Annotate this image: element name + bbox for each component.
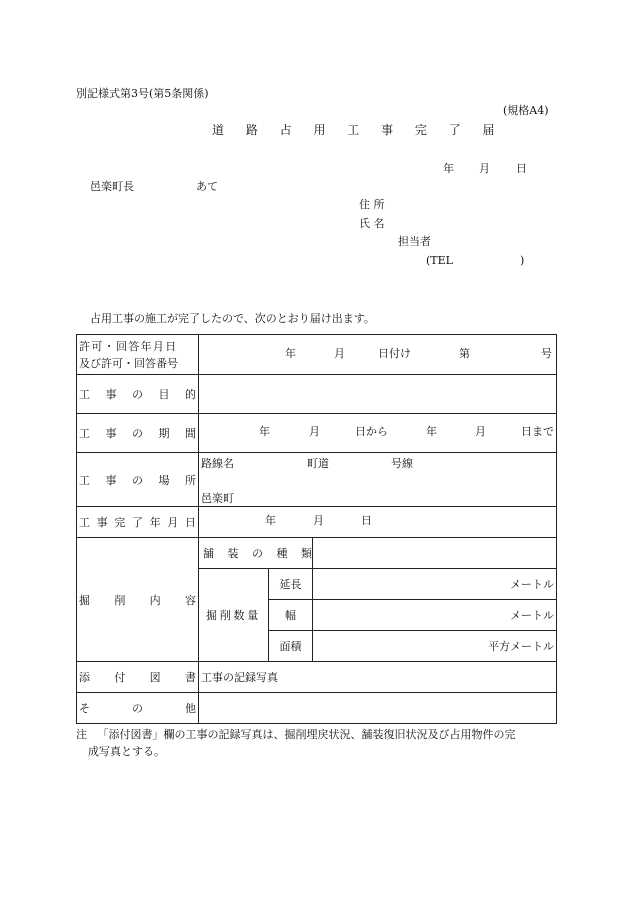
- width-label: 幅: [285, 609, 296, 622]
- excavation-label-cell: [77, 538, 199, 662]
- footnote: [76, 726, 556, 760]
- width-value-cell[interactable]: [313, 600, 557, 631]
- attachments-value: 工事の記録写真: [201, 671, 278, 684]
- attachments-row: [77, 662, 557, 693]
- attachments-label-cell: [77, 662, 199, 693]
- length-value-cell[interactable]: [313, 569, 557, 600]
- completion-year: 年: [265, 514, 276, 527]
- intro-text: 占用工事の施工が完了したので、次のとおり届け出ます。: [90, 312, 375, 325]
- excavation-content-label: 掘 削 内 容: [79, 593, 196, 607]
- permit-month: 月: [334, 346, 345, 360]
- period-start-day: 日から: [355, 425, 388, 438]
- period-row: [77, 414, 557, 453]
- location-label-cell: [77, 453, 199, 507]
- excavation-quantity-label: 掘削数量: [206, 609, 261, 622]
- period-end-month: 月: [475, 425, 486, 438]
- contact-label: 担当者: [398, 235, 431, 248]
- location-label: 工 事 の 場 所: [79, 473, 196, 487]
- pavement-row: [77, 538, 557, 569]
- period-end-year: 年: [426, 425, 437, 438]
- period-label-cell: [77, 414, 199, 453]
- attachments-value-cell[interactable]: [199, 662, 557, 693]
- location-value-cell[interactable]: [199, 453, 557, 507]
- other-label: そ の 他: [79, 702, 196, 715]
- route-name-label: 路線名: [201, 457, 234, 470]
- document-title: 道 路 占 用 工 事 完 了 届: [212, 123, 504, 137]
- date-year-label: 年: [443, 162, 454, 175]
- completion-month: 月: [313, 514, 324, 527]
- permit-no-suffix: 号: [541, 346, 552, 360]
- permit-row: [77, 335, 557, 375]
- other-row: [77, 693, 557, 724]
- period-start-year: 年: [259, 425, 270, 438]
- purpose-label-cell: [77, 375, 199, 414]
- period-label: 工 事 の 期 間: [79, 427, 196, 440]
- form-reference: 別記様式第3号(第5条関係): [76, 87, 209, 100]
- width-label-cell: [269, 600, 313, 631]
- area-value-cell[interactable]: [313, 631, 557, 662]
- footnote-text1: 「添付図書」欄の工事の記録写真は、掘削埋戻状況、舗装復旧状況及び占用物件の完: [97, 728, 516, 741]
- address-label: 住 所: [359, 198, 385, 211]
- period-start-month: 月: [309, 425, 320, 438]
- footnote-line2: 成写真とする。: [88, 745, 165, 758]
- purpose-label: 工 事 の 目 的: [79, 388, 196, 401]
- other-label-cell: [77, 693, 199, 724]
- length-label-cell: [269, 569, 313, 600]
- completion-form-table: [76, 334, 557, 724]
- permit-label-line2: 及び許可・回答番号: [79, 356, 178, 370]
- addressee-name: 邑楽町長: [90, 180, 134, 193]
- area-label: 面積: [279, 640, 302, 653]
- town-name: 邑楽町: [201, 492, 234, 505]
- footnote-line1: [76, 726, 556, 743]
- date-month-label: 月: [479, 162, 490, 175]
- addressee-suffix: あて: [196, 180, 218, 193]
- tel-label: (TEL: [426, 254, 453, 267]
- permit-day: 日付け: [378, 346, 411, 360]
- date-day-label: 日: [516, 162, 527, 175]
- excavation-quantity-label-cell: [199, 569, 269, 662]
- footnote-mark: 注: [76, 728, 87, 741]
- period-end-day: 日まで: [521, 425, 554, 438]
- pavement-value-cell[interactable]: [313, 538, 557, 569]
- completion-day: 日: [361, 514, 372, 527]
- name-label: 氏 名: [359, 217, 385, 230]
- route-number-label: 号線: [391, 457, 413, 470]
- pavement-type-label: 舗 装 の 種 類: [203, 547, 312, 560]
- period-value-cell[interactable]: [199, 414, 557, 453]
- length-label: 延長: [279, 578, 302, 591]
- purpose-value-cell[interactable]: [199, 375, 557, 414]
- permit-label-line1: 許可・回答年月日: [79, 339, 178, 353]
- other-value-cell[interactable]: [199, 693, 557, 724]
- permit-no-prefix: 第: [459, 346, 470, 360]
- pavement-label-cell: [199, 538, 313, 569]
- permit-label-cell: [77, 335, 199, 375]
- area-label-cell: [269, 631, 313, 662]
- length-unit: メートル: [510, 578, 555, 591]
- tel-close: ): [520, 254, 525, 267]
- location-row: [77, 453, 557, 507]
- completion-date-label: 工 事 完 了 年 月 日: [79, 516, 196, 529]
- purpose-row: [77, 375, 557, 414]
- size-note: (規格A4): [503, 104, 549, 117]
- completion-date-label-cell: [77, 507, 199, 538]
- permit-value-cell[interactable]: [199, 335, 557, 375]
- permit-year: 年: [285, 346, 296, 360]
- width-unit: メートル: [510, 609, 555, 622]
- area-unit: 平方メートル: [488, 640, 555, 653]
- attachments-label: 添 付 図 書: [79, 671, 196, 684]
- completion-date-value-cell[interactable]: [199, 507, 557, 538]
- completion-date-row: [77, 507, 557, 538]
- town-road-label: 町道: [307, 457, 329, 470]
